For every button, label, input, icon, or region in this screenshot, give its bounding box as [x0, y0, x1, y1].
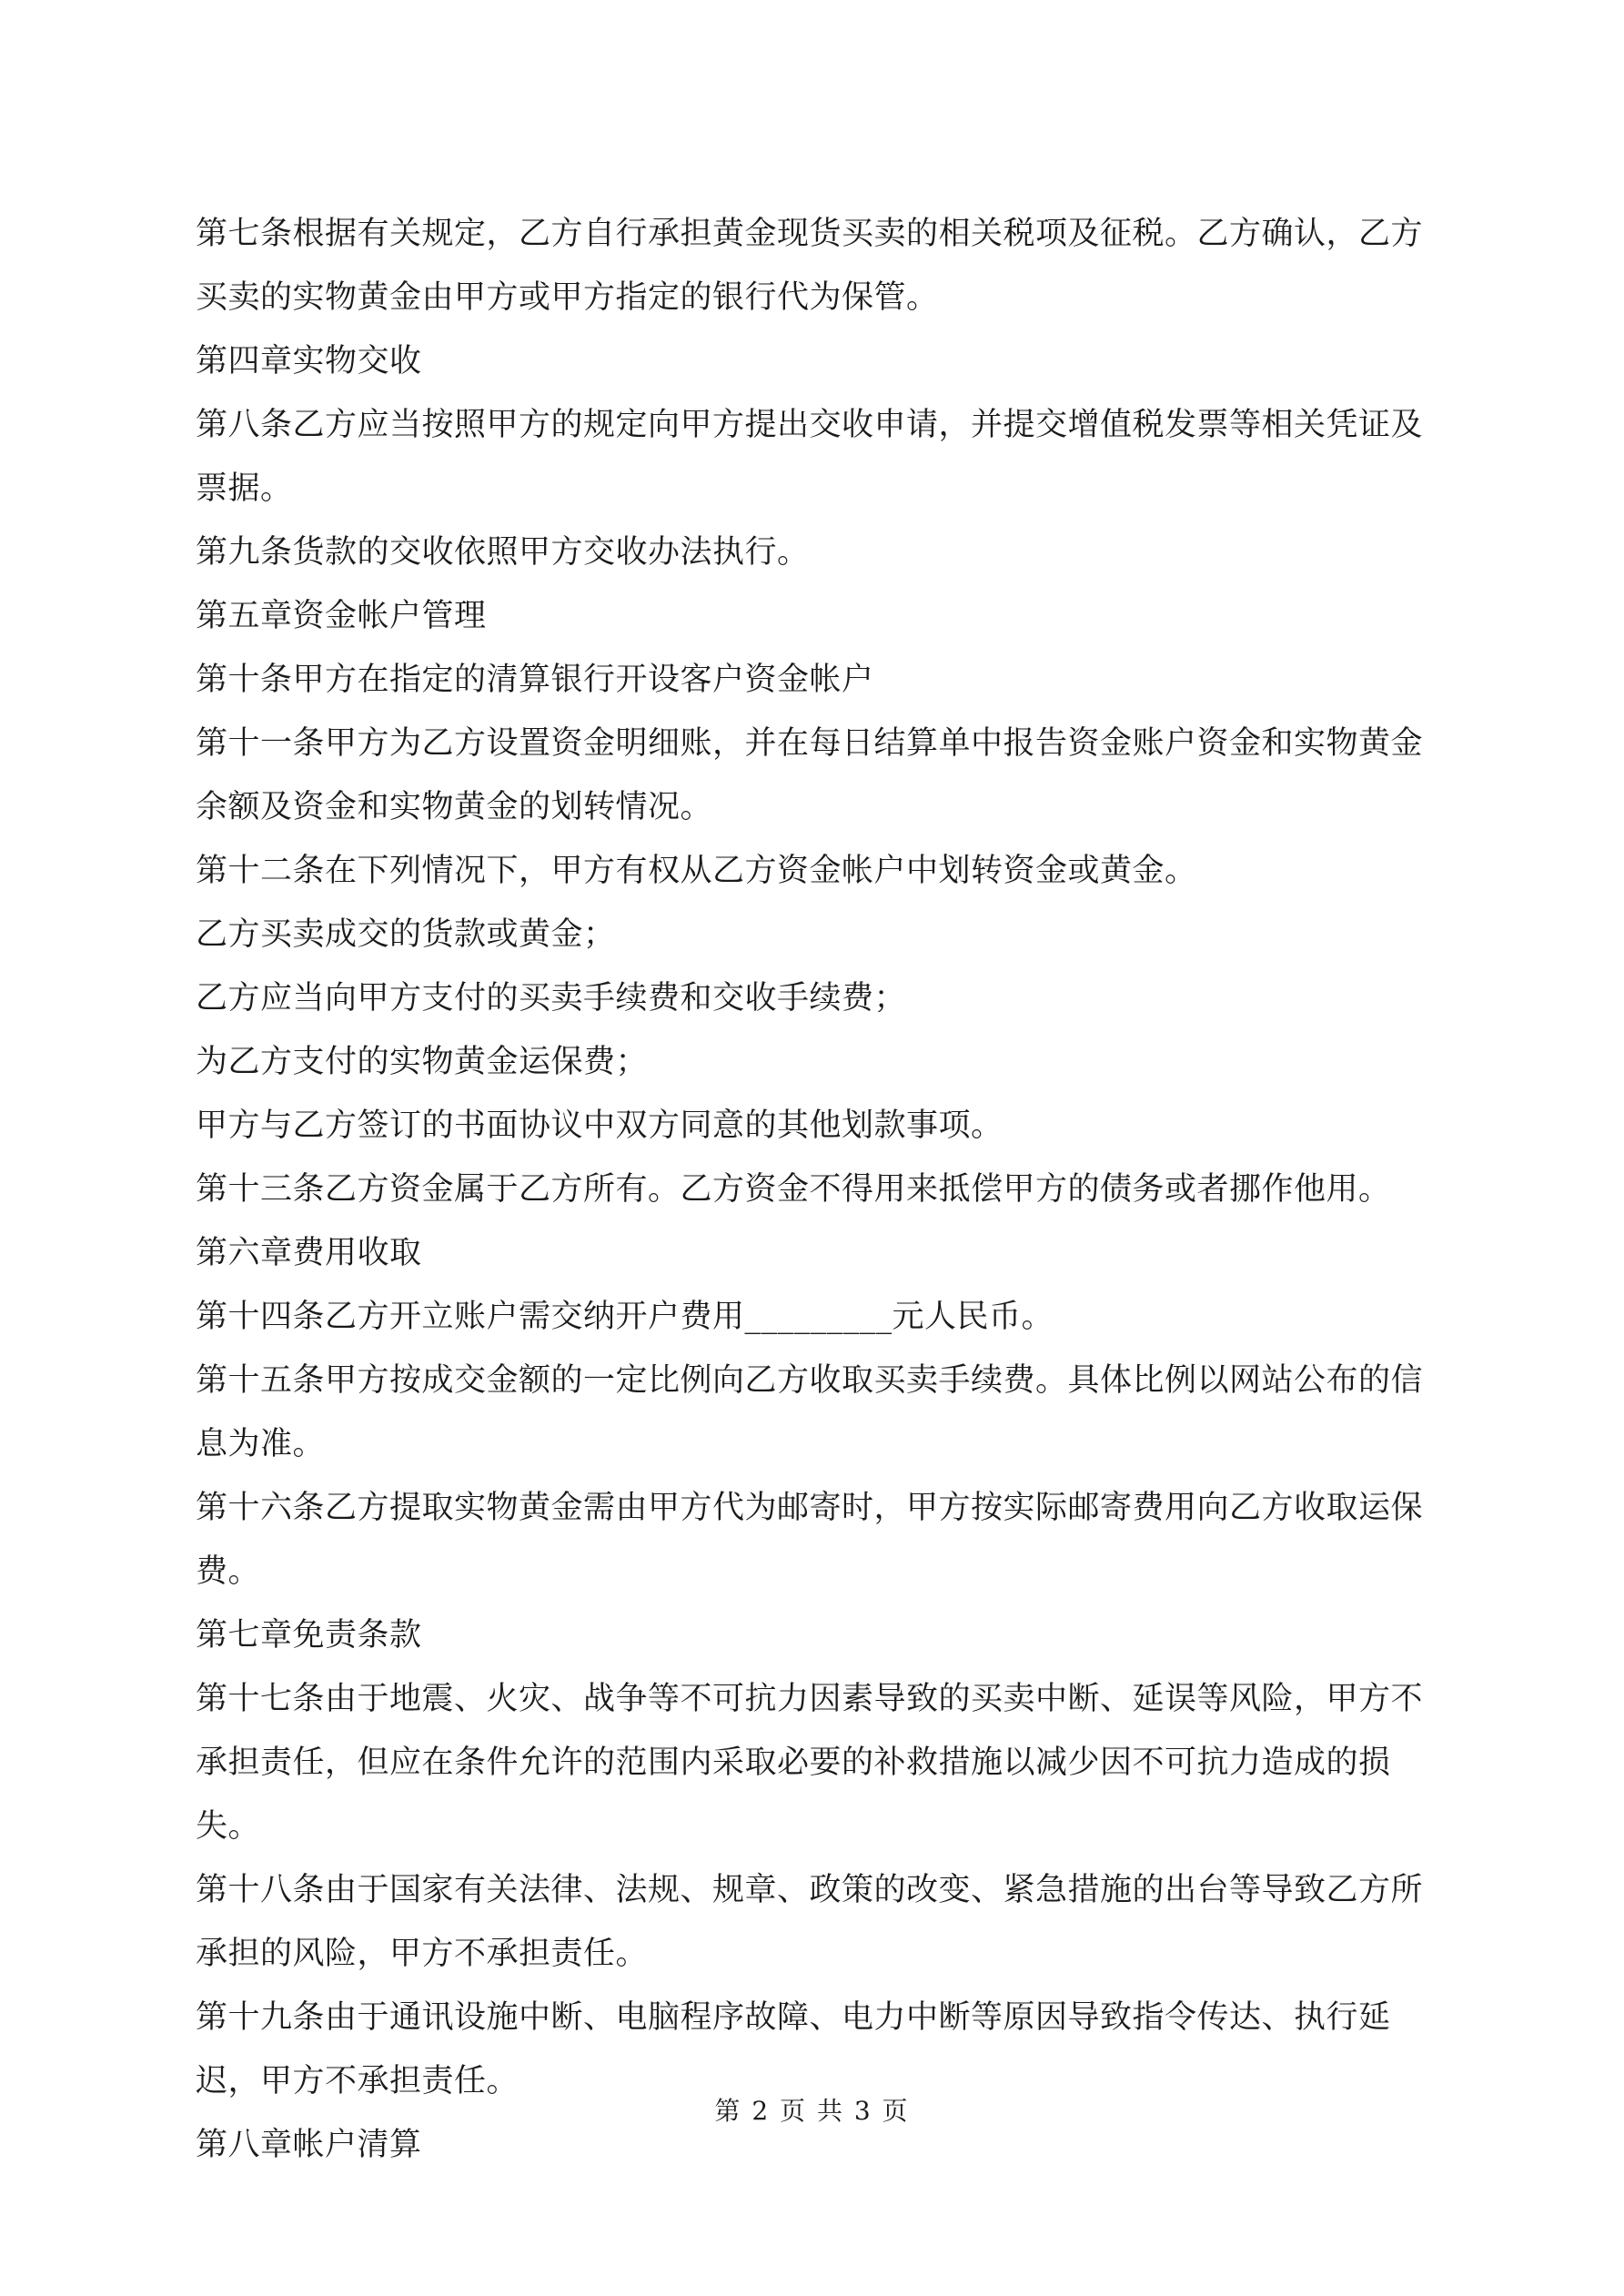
clause-10-paragraph: 第十条甲方在指定的清算银行开设客户资金帐户 [196, 662, 874, 698]
clause-14-paragraph: 第十四条乙方开立账户需交纳开户费用_________元人民币。 [196, 1299, 1054, 1335]
page-number-footer: 第 2 页 共 3 页 [714, 2096, 910, 2126]
document-body [196, 202, 1437, 2177]
clause-12-item-3: 为乙方支付的实物黄金运保费； [196, 1044, 649, 1080]
chapter-8-heading: 第八章帐户清算 [196, 2127, 422, 2163]
clause-12-item-2: 乙方应当向甲方支付的买卖手续费和交收手续费； [196, 980, 907, 1017]
chapter-6-heading: 第六章费用收取 [196, 1235, 422, 1271]
clause-12-item-1: 乙方买卖成交的货款或黄金； [196, 916, 616, 953]
clause-8-paragraph: 第八条乙方应当按照甲方的规定向甲方提出交收申请，并提交增值税发票等相关凭证及票据。 [196, 407, 1424, 507]
clause-18-paragraph: 第十八条由于国家有关法律、法规、规章、政策的改变、紧急措施的出台等导致乙方所承担的风险，甲方不承担责任。 [196, 1872, 1424, 1972]
clause-12-item-4: 甲方与乙方签订的书面协议中双方同意的其他划款事项。 [196, 1108, 1004, 1144]
chapter-7-heading: 第七章免责条款 [196, 1617, 422, 1654]
clause-16-paragraph: 第十六条乙方提取实物黄金需由甲方代为邮寄时，甲方按实际邮寄费用向乙方收取运保费。 [196, 1490, 1424, 1590]
clause-7-paragraph: 第七条根据有关规定，乙方自行承担黄金现货买卖的相关税项及征税。乙方确认，乙方买卖的实物黄金由甲方或甲方指定的银行代为保管。 [196, 216, 1424, 316]
clause-9-paragraph: 第九条货款的交收依照甲方交收办法执行。 [196, 534, 810, 571]
clause-12-paragraph: 第十二条在下列情况下，甲方有权从乙方资金帐户中划转资金或黄金。 [196, 853, 1197, 889]
clause-13-paragraph: 第十三条乙方资金属于乙方所有。乙方资金不得用来抵偿甲方的债务或者挪作他用。 [196, 1171, 1391, 1208]
clause-11-paragraph: 第十一条甲方为乙方设置资金明细账，并在每日结算单中报告资金账户资金和实物黄金余额及资金和实物黄金的划转情况。 [196, 725, 1424, 825]
chapter-5-heading: 第五章资金帐户管理 [196, 598, 487, 634]
chapter-4-heading: 第四章实物交收 [196, 343, 422, 379]
clause-19-paragraph: 第十九条由于通讯设施中断、电脑程序故障、电力中断等原因导致指令传达、执行延迟，甲方不承担责任。 [196, 1999, 1391, 2099]
clause-17-paragraph: 第十七条由于地震、火灾、战争等不可抗力因素导致的买卖中断、延误等风险，甲方不承担责任，但应在条件允许的范围内采取必要的补救措施以减少因不可抗力造成的损失。 [196, 1681, 1424, 1845]
clause-15-paragraph: 第十五条甲方按成交金额的一定比例向乙方收取买卖手续费。具体比例以网站公布的信息为准。 [196, 1362, 1424, 1462]
